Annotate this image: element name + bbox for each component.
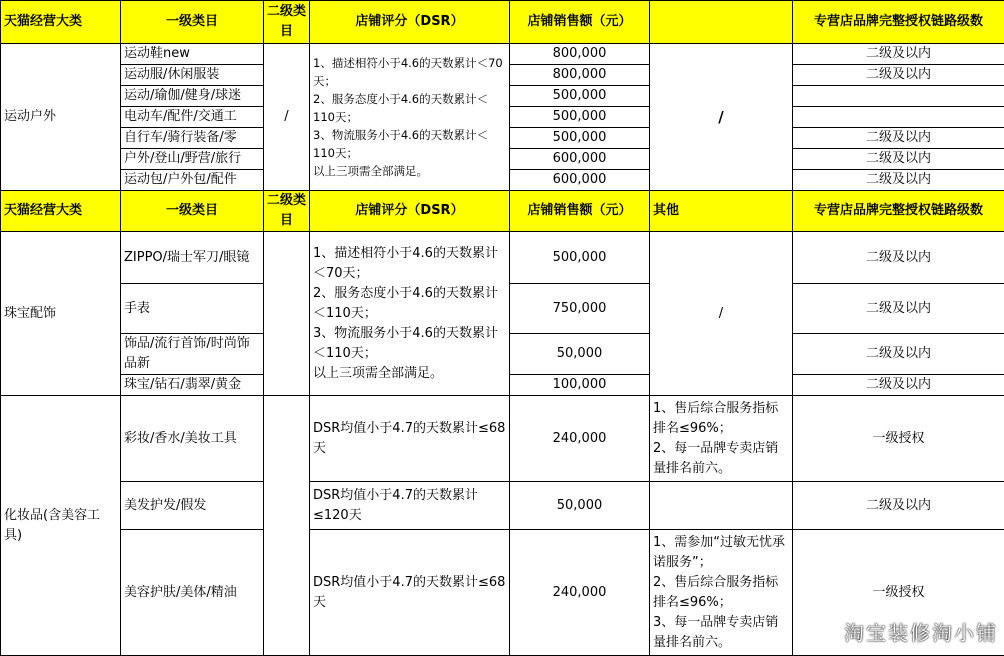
level1-cell: 彩妆/香水/美妆工具 — [121, 396, 264, 482]
auth-cell: 二级及以内 — [793, 334, 1004, 375]
auth-cell: 一级授权 — [793, 530, 1004, 656]
sales-cell: 100,000 — [510, 375, 650, 396]
dsr-cell: 1、描述相符小于4.6的天数累计＜70天； 2、服务态度小于4.6的天数累计＜110天； 3、物流服务小于4.6的天数累计＜110天； 以上三项需全部满足。 — [310, 44, 510, 191]
category-cosmetics: 化妆品(含美容工具) — [1, 396, 121, 656]
header-auth: 专营店品牌完整授权链路级数 — [793, 1, 1004, 44]
sales-cell: 500,000 — [510, 232, 650, 284]
other-cell: 1、需参加“过敏无忧承诺服务”； 2、售后综合服务指标排名≤96%； 3、每一品牌专卖店销量排名前六。 — [650, 530, 793, 656]
header-category: 天猫经营大类 — [1, 1, 121, 44]
level1-cell: 户外/登山/野营/旅行 — [121, 149, 264, 170]
header-row-1 — [1, 1, 1004, 44]
header-level1: 一级类目 — [121, 1, 264, 44]
auth-cell: 二级及以内 — [793, 482, 1004, 530]
header-sales: 店铺销售额（元） — [510, 191, 650, 232]
level1-cell: 运动包/户外包/配件 — [121, 170, 264, 191]
auth-cell: 二级及以内 — [793, 232, 1004, 284]
auth-cell: 二级及以内 — [793, 44, 1004, 65]
header-category: 天猫经营大类 — [1, 191, 121, 232]
level1-cell: 自行车/骑行装备/零 — [121, 128, 264, 149]
level2-cell — [264, 232, 310, 396]
sales-cell: 240,000 — [510, 396, 650, 482]
sales-cell: 500,000 — [510, 86, 650, 107]
other-cell — [650, 482, 793, 530]
auth-cell: 二级及以内 — [793, 284, 1004, 334]
other-cell: / — [650, 44, 793, 191]
sales-cell: 500,000 — [510, 107, 650, 128]
table-row — [1, 44, 1004, 65]
level1-cell: 饰品/流行首饰/时尚饰品新 — [121, 334, 264, 375]
header-level1: 一级类目 — [121, 191, 264, 232]
header-row-2 — [1, 191, 1004, 232]
level1-cell: ZIPPO/瑞士军刀/眼镜 — [121, 232, 264, 284]
sales-cell: 600,000 — [510, 170, 650, 191]
sales-cell: 50,000 — [510, 482, 650, 530]
header-sales: 店铺销售额（元） — [510, 1, 650, 44]
auth-cell: 二级及以内 — [793, 128, 1004, 149]
header-other — [650, 1, 793, 44]
other-cell: 1、售后综合服务指标排名≤96%； 2、每一品牌专卖店销量排名前六。 — [650, 396, 793, 482]
auth-cell: 二级及以内 — [793, 149, 1004, 170]
level1-cell: 美容护肤/美体/精油 — [121, 530, 264, 656]
auth-cell — [793, 107, 1004, 128]
dsr-cell: DSR均值小于4.7的天数累计≤120天 — [310, 482, 510, 530]
level1-cell: 运动/瑜伽/健身/球迷 — [121, 86, 264, 107]
level2-cell: / — [264, 44, 310, 191]
category-jewelry: 珠宝配饰 — [1, 232, 121, 396]
sales-cell: 240,000 — [510, 530, 650, 656]
auth-cell: 二级及以内 — [793, 65, 1004, 86]
level1-cell: 手表 — [121, 284, 264, 334]
level1-cell: 珠宝/钻石/翡翠/黄金 — [121, 375, 264, 396]
watermark: 淘宝装修淘小铺 — [844, 617, 998, 646]
dsr-cell: 1、描述相符小于4.6的天数累计＜70天； 2、服务态度小于4.6的天数累计＜110天； 3、物流服务小于4.6的天数累计＜110天； 以上三项需全部满足。 — [310, 232, 510, 396]
level1-cell: 电动车/配件/交通工 — [121, 107, 264, 128]
table-row — [1, 232, 1004, 284]
dsr-cell: DSR均值小于4.7的天数累计≤68天 — [310, 530, 510, 656]
sales-cell: 800,000 — [510, 65, 650, 86]
auth-cell: 二级及以内 — [793, 170, 1004, 191]
header-dsr: 店铺评分（DSR） — [310, 1, 510, 44]
header-dsr: 店铺评分（DSR） — [310, 191, 510, 232]
sales-cell: 50,000 — [510, 334, 650, 375]
auth-cell: 二级及以内 — [793, 375, 1004, 396]
sales-cell: 500,000 — [510, 128, 650, 149]
category-sports: 运动户外 — [1, 44, 121, 191]
header-auth: 专营店品牌完整授权链路级数 — [793, 191, 1004, 232]
sales-cell: 750,000 — [510, 284, 650, 334]
table-row — [1, 396, 1004, 482]
level1-cell: 运动服/休闲服装 — [121, 65, 264, 86]
level2-cell — [264, 396, 310, 656]
table-row — [1, 482, 1004, 530]
header-other: 其他 — [650, 191, 793, 232]
header-level2: 二级类目 — [264, 191, 310, 232]
other-cell: / — [650, 232, 793, 396]
header-level2: 二级类目 — [264, 1, 310, 44]
sales-cell: 600,000 — [510, 149, 650, 170]
sales-cell: 800,000 — [510, 44, 650, 65]
level1-cell: 运动鞋new — [121, 44, 264, 65]
dsr-cell: DSR均值小于4.7的天数累计≤68天 — [310, 396, 510, 482]
level1-cell: 美发护发/假发 — [121, 482, 264, 530]
auth-cell: 一级授权 — [793, 396, 1004, 482]
auth-cell — [793, 86, 1004, 107]
